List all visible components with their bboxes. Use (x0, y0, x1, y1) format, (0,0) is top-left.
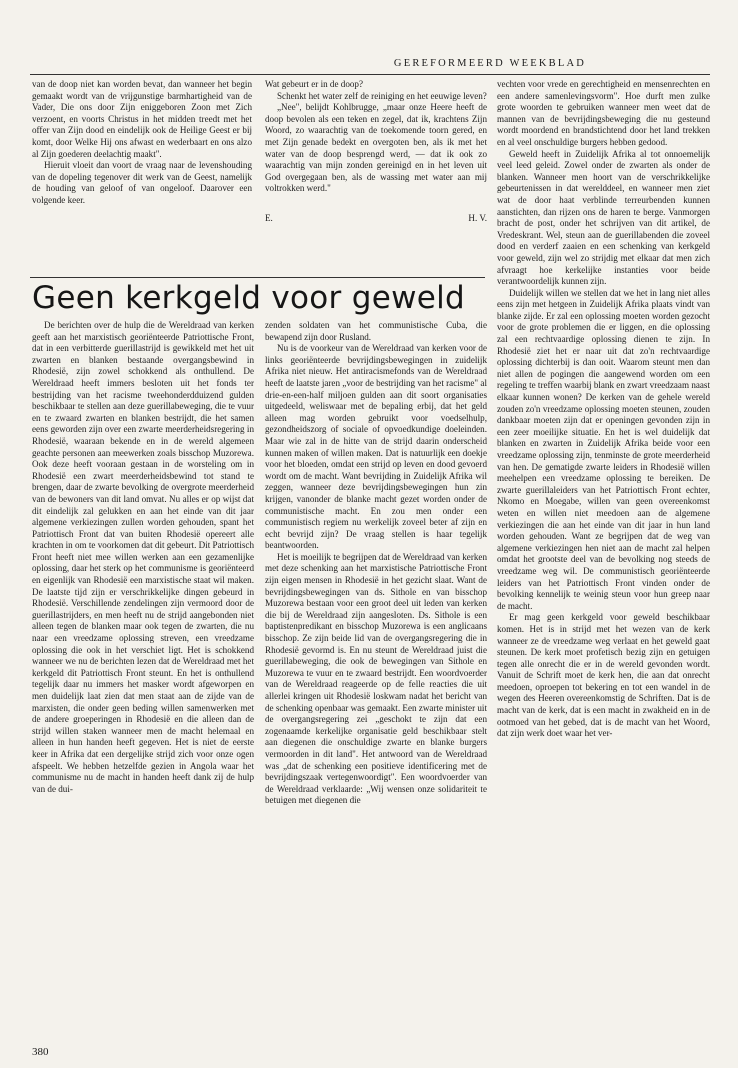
article-column-1 (32, 320, 254, 1040)
paragraph: „Nee", belijdt Kohlbrugge, „maar onze Heere heeft de doop bevolen als een teken en zegel, dat ik, krachtens Zijn Woord, zo waarachtig van de toekomende toorn gered, en met Zijn genade bedekt en overgoten ben, als ik met het water van de doop besprengd werd, — dat ik ook zo waarachtig van mijn zonden gereinigd en in het leven uit God overgegaan ben, als de wassing met water aan mij voltrokken werd." (265, 102, 487, 194)
article-divider-rule (30, 277, 485, 278)
author-signature (265, 213, 487, 225)
paragraph: Schenkt het water zelf de reiniging en het eeuwige leven? (277, 90, 487, 101)
article-column-3 (497, 79, 710, 1034)
paragraph: Geweld heeft in Zuidelijk Afrika al tot onnoemelijk veel leed geleid. Zowel onder de zwarten als onder de blanken. Wanneer men hoort van de verschrikkelijke gebeurtenissen in dat werelddeel, en wanneer men ziet wat de door haat verblinde terreurbenden kunnen aanstichten, dan rijzen ons de haren te berge. Vanmorgen bracht de post, onder het schrijven van dit artikel, de Vredeskrant. Wel, steun aan de guerillabenden die zoveel dood en verderf zaaien en een schenking van kerkgeld voor geweld, zijn wel zo strijdig met elkaar dat men zich afvraagt hoe kerkelijke instanties voor beide verantwoordelijk kunnen zijn. (497, 148, 710, 287)
paragraph: zenden soldaten van het communistische Cuba, die bewapend zijn door Rusland. (265, 320, 487, 342)
paragraph: Wat gebeurt er in de doop? (265, 79, 363, 89)
article-column-2 (265, 320, 487, 1040)
header-rule (30, 74, 710, 75)
continued-text-column-2 (265, 79, 487, 274)
paragraph: vechten voor vrede en gerechtigheid en mensenrechten en een andere samenlevingsvorm". Hoe durft men zulke grote woorden te gebruiken wanneer men weet dat de mannen van de bevrijdingsbeweging die nu gesteund wordt moordend en brandstichtend door het land trekken en al veel onschuldige burgers hebben gedood. (497, 79, 710, 147)
page-number: 380 (32, 1046, 49, 1058)
paragraph: Hieruit vloeit dan voort de vraag naar de levenshouding van de dopeling tegenover dit werk van de Geest, namelijk de houding van geloof of van ongeloof. Daarover een volgende keer. (32, 160, 252, 205)
paragraph: van de doop niet kan worden bevat, dan wanneer het begin gemaakt wordt van de vrijgunstige barmhartigheid van de Vader, Die ons door Zijn eniggeboren Zoon met Zich verzoent, en voorts Christus in het midden treedt met het offer van Zijn dood en eindelijk ook de Heilige Geest er bij komt, door Welke Hij ons afwast en wederbaart en ons alzo al Zijn goederen deelachtig maakt". (32, 79, 252, 159)
paragraph: Duidelijk willen we stellen dat we het in lang niet alles eens zijn met hetgeen in Zuidelijk Afrika plaats vindt van blanke zijde. Er zal een oplossing moeten worden gezocht voor de grote problemen die er liggen, en die oplossing zal een rechtvaardige oplossing dienen te zijn. In Rhodesië ziet het er naar uit dat zo'n rechtvaardige oplossing dichterbij is dan ooit. Waarom steunt men dan niet allen de pogingen die aangewend worden om een regeling te treffen waarbij blank en zwart vreedzaam naast elkaar kunnen wonen? De kerken van de gehele wereld zouden zo'n vreedzame oplossing moeten steunen, zouden dankbaar moeten zijn dat er openingen gevonden zijn in een zeer moeilijke situatie. En het is wel duidelijk dat blanken en zwarten in Zuidelijk Afrika beide voor een vreedzame oplossing zijn, tenminste de grote meerderheid van hen. De gematigde zwarte leiders in Rhodesië willen meehelpen een vreedzame oplossing te bereiken. De zwarte guerillaleiders van het Patriottisch Front echter, Nkomo en Moegabe, willen van geen overeenkomst weten en willen niet meedoen aan de algemene verkiezingen die aan het einde van dit jaar in hun land worden gehouden. Want ze begrijpen dat de weg van algemene verkiezingen hen niet aan de macht zal helpen omdat het grootste deel van de bevolking nog steeds de vreedzame weg wil. De communistisch georiënteerde leiders van het Patriottisch Front vinden onder de bevolking kennelijk te weinig steun voor hun greep naar de macht. (497, 287, 710, 611)
paragraph: Nu is de voorkeur van de Wereldraad van kerken voor de links georiënteerde bevrijdingsbewegingen in zuidelijk Afrika niet nieuw. Het antiracismefonds van de Wereldraad heeft de laatste jaren „voor de bestrijding van het racisme" al drie-en-een-half miljoen gulden aan dit soort organisaties uitgedeeld, weliswaar met de bepaling erbij, dat het geld alleen mag worden gebruikt voor voedselhulp, gezondheidszorg of sociale of opvoedkundige doeleinden. Maar wie zal in de hitte van de strijd daarin onderscheid kunnen maken of willen maken. Dat is natuurlijk een doekje voor het bloeden, omdat een strijd op leven en dood gevoerd wordt om de macht. Want bevrijding in Zuidelijk Afrika wil zeggen, wanneer deze bevrijdingsbewegingen hun zin krijgen, vanonder de blanke macht gezet worden onder de communistische macht. En zou men onder een communistisch regiem nu werkelijk zoveel beter af zijn en echt bevrijd zijn? De vraag stellen is haar tegelijk beantwoorden. (265, 343, 487, 551)
signature-initials-right: H. V. (468, 212, 487, 223)
signature-initial-left: E. (265, 212, 273, 223)
article-headline: Geen kerkgeld voor geweld (32, 280, 466, 316)
continued-text-column-1 (32, 79, 252, 274)
paragraph: Er mag geen kerkgeld voor geweld beschikbaar komen. Het is in strijd met het wezen van de kerk wanneer ze de vreedzame weg verlaat en het geweld gaat steunen. De kerk moet profetisch bezig zijn en getuigen tegen alle onrecht die er in de wereld gevonden wordt. Vanuit de Schrift moet de kerk hen, die aan dat onrecht meedoen, oproepen tot bekering en tot een wandel in de wegen des Heeren overeenkomstig de Schriften. Dat is de macht van de kerk, dat is een macht in zwakheid en in de ootmoed van het gebed, dat is de macht van het Woord, dat zijn werk doet waar het ver- (497, 612, 710, 739)
paragraph: Het is moeilijk te begrijpen dat de Wereldraad van kerken met deze schenking aan het marxistische Patriottische Front zijn eigen mensen in Rhodesië in het gezicht slaat. Want de bevrijdingsbewegingen van ds. Sithole en van bisschop Muzorewa bestaan voor een groot deel uit leden van kerken die bij de Wereldraad zijn aangesloten. Ds. Sithole is een baptistenpredikant en bisschop Muzorewa is een anglicaans bisschop. Ze zijn beide lid van de overgangsregering die in Rhodesië gevormd is. En nu steunt de Wereldraad juist die guerillabeweging, die ook de bewegingen van Sithole en Muzorewa te vuur en te zwaard bestrijdt. Een woordvoerder van de Wereldraad reageerde op de felle reacties die uit allerlei kringen uit Rhodesië loskwam nadat het bericht van de schenking openbaar was gemaakt. Een zwarte minister uit de overgangsregering zei „geschokt te zijn dat een zogenaamde kerkelijke organisatie geld beschikbaar stelt aan diegenen die onschuldige zwarte en blanke burgers vermoorden in dit land". Het antwoord van de Wereldraad was „dat de schenking een positieve identificering met de bevrijdingszaak vertegenwoordigt". Een woordvoerder van de Wereldraad verklaarde: „Wij wensen onze solidariteit te betuigen met diegenen die (265, 551, 487, 806)
running-header: GEREFORMEERD WEEKBLAD (393, 58, 587, 69)
paragraph: De berichten over de hulp die de Wereldraad van kerken geeft aan het marxistisch georiënteerde Patriottische Front, dat in een verbitterde guerillastrijd is gewikkeld met het uit zwarten en blanken bestaande overgangsbewind in Rhodesië, zijn zowel schokkend als onthullend. De Wereldraad heeft immers besloten uit het fonds ter bestrijding van het racisme tweehonderdduizend gulden beschikbaar te stellen aan deze guerillabeweging, die te vuur en te zwaard zwarten en blanken bestrijdt, die het samen eens geworden zijn over een zwarte meerderheidsregering in Rhodesië, waaraan bekende en in de wereld algemeen geachte personen aan meewerken zoals bisschop Muzorewa. Ook deze heeft vooraan gestaan in de worsteling om in Rhodesië een zwart meerderheidsbewind tot stand te brengen, daar de zwarte bevolking de overgrote meerderheid van de bewoners van dit land omvat. Nu alles er op wijst dat dit eindelijk zal gelukken en aan het einde van dit jaar algemene verkiezingen zullen worden gehouden, spant het Patriottisch Front dat van buiten Rhodesië opereert alle krachten in om te voorkomen dat dit gebeurt. Dit Patriottisch Front heeft niet mee willen werken aan een gezamenlijke oplossing, daar het sterk op het communisme is georiënteerd en eigenlijk van Rhodesië een marxistische staat wil maken. De laatste tijd zijn er verschrikkelijke dingen gebeurd in Rhodesië. Verschillende zendelingen zijn vermoord door de guerillastrijders, en men heeft nu de strijd aangebonden niet alleen tegen de blanken maar ook tegen de zwarten, die nu naar een vreedzame oplossing streven, een vreedzame oplossing die ook in het verschiet ligt. Het is schokkend wanneer we nu de berichten lezen dat de Wereldraad met het kerkgeld dit Patriottisch Front steunt. En het is onthullend tegelijk daar nu immers het masker wordt afgeworpen en men duidelijk laat zien dat men staat aan de zijde van de marxisten, die onder geen beding willen samenwerken met de andere groeperingen in Rhodesië en die alleen dan de strijd willen staken wanneer men de macht helemaal en alleen in hun handen heeft gegeven. Het is niet de eerste keer in Afrika dat een dergelijke strijd zich voor onze ogen afspeelt. We hebben hetzelfde gezien in Angola waar het communisme nu de macht in handen heeft dank zij de hulp van de dui- (32, 320, 254, 794)
